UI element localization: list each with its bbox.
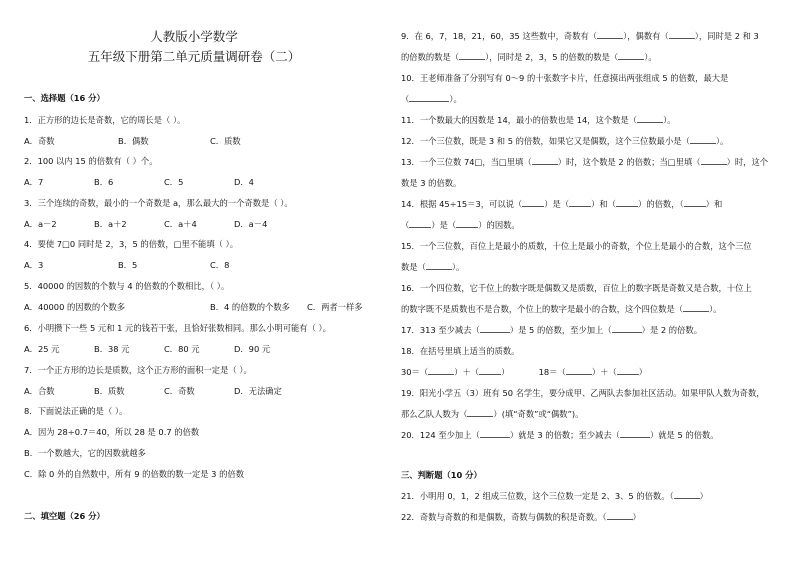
question-16-line-1: 16．一个四位数，它千位上的数字既是偶数又是质数，百位上的数字既是奇数又是合数，十位上 [401, 283, 752, 293]
question-14-line-2: （ ）是（ ）的因数。 [401, 220, 520, 230]
option-c: C．a＋4 [164, 219, 197, 229]
option-a: A．7 [24, 177, 44, 187]
question-9-line-1: 9．在 6，7，18，21，60，35 这些数中，奇数有（ ），偶数有（ ），同时是 2 和 3 [401, 31, 759, 41]
question-13-line-1: 13．一个三位数 74□，当□里填（ ）时，这个数是 2 的倍数；当□里填（ ）时，这个 [401, 157, 769, 167]
option-a: A．25 元 [24, 344, 60, 354]
option-b: B．a＋2 [94, 219, 127, 229]
option-a: A．a－2 [24, 219, 57, 229]
section-1-header: 一、选择题（16 分） [24, 93, 105, 103]
option-d: D．无法确定 [234, 386, 282, 396]
option-c: C．80 元 [164, 344, 200, 354]
question-15-line-2: 数是（ ）。 [401, 262, 465, 272]
left-column [24, 0, 409, 561]
title-line-2: 五年级下册第二单元质量调研卷（二） [87, 49, 301, 64]
question-5-stem: 5．40000 的因数的个数与 4 的倍数的个数相比，（ ）。 [24, 281, 230, 291]
question-16-line-2: 的数字既不是质数也不是合数，个位上的数字是最小的合数，这个四位数是（ ）。 [401, 304, 722, 314]
question-8-option-a: A．因为 28÷0.7＝40，所以 28 是 0.7 的倍数 [24, 427, 200, 437]
option-b: B．38 元 [94, 344, 130, 354]
question-18-stem: 18．在括号里填上适当的质数。 [401, 346, 520, 356]
option-b: B．5 [118, 260, 138, 270]
option-b: B．质数 [94, 386, 125, 396]
question-8-option-c: C．除 0 外的自然数中，所有 9 的倍数的数一定是 3 的倍数 [24, 469, 244, 479]
question-7-stem: 7．一个正方形的边长是质数，这个正方形的面积一定是（ ）。 [24, 365, 252, 375]
question-22: 22．奇数与奇数的和是偶数，奇数与偶数的积是奇数。（ ） [401, 512, 641, 522]
question-2-stem: 2．100 以内 15 的倍数有（ ）个。 [24, 156, 158, 166]
question-4-stem: 4．要使 7□0 同时是 2，3，5 的倍数，□里不能填（ ）。 [24, 239, 239, 249]
question-8-stem: 8．下面说法正确的是（ ）。 [24, 406, 128, 416]
question-20: 20．124 至少加上（ ）就是 3 的倍数；至少减去（ ）就是 5 的倍数。 [401, 430, 719, 440]
option-a: A．合数 [24, 386, 55, 396]
question-10-line-2: （ ）。 [401, 94, 462, 104]
question-15-line-1: 15．一个三位数，百位上是最小的质数，十位上是最小的奇数，个位上是最小的合数，这个三位 [401, 241, 752, 251]
option-c: C．两者一样多 [307, 302, 363, 312]
option-a: A．奇数 [24, 136, 55, 146]
option-c: C．5 [164, 177, 184, 187]
question-1-stem: 1．正方形的边长是奇数，它的周长是（ ）。 [24, 115, 186, 125]
question-11: 11．一个数最大的因数是 14，最小的倍数也是 14，这个数是（ ）。 [401, 115, 676, 125]
question-6-stem: 6．小明攒下一些 5 元和 1 元的钱若干张，且恰好张数相同。那么小明可能有（ ）。 [24, 323, 331, 333]
option-d: D．4 [234, 177, 254, 187]
question-12: 12．一个三位数，既是 3 和 5 的倍数，如果它又是偶数，这个三位数最小是（ ）。 [401, 136, 729, 146]
question-3-stem: 3．三个连续的奇数，最小的一个奇数是 a，那么最大的一个奇数是（ ）。 [24, 198, 293, 208]
section-2-header: 二、填空题（26 分） [24, 511, 105, 521]
title-line-1: 人教版小学数学 [150, 29, 238, 44]
question-17: 17．313 至少减去（ ）是 5 的倍数，至少加上（ ）是 2 的倍数。 [401, 325, 702, 335]
question-13-line-2: 数是 3 的倍数。 [401, 178, 462, 188]
question-21: 21．小明用 0，1，2 组成三位数，这个三位数一定是 2、3、5 的倍数。（ ） [401, 491, 708, 501]
question-14-line-1: 14．根据 45÷15＝3，可以说（ ）是（ ）和（ ）的倍数，（ ）和 [401, 199, 723, 209]
right-column [401, 0, 781, 561]
option-d: D．a－4 [234, 219, 268, 229]
option-c: C．8 [210, 260, 230, 270]
option-c: C．奇数 [164, 386, 195, 396]
option-b: B．4 的倍数的个数多 [210, 302, 290, 312]
option-b: B．偶数 [118, 136, 149, 146]
option-a: A．40000 的因数的个数多 [24, 302, 126, 312]
section-3-header: 三、判断题（10 分） [401, 470, 482, 480]
question-9-line-2: 的倍数的数是（ ），同时是 2，3，5 的倍数的数是（ ）。 [401, 52, 657, 62]
option-d: D．90 元 [234, 344, 271, 354]
option-a: A．3 [24, 260, 44, 270]
question-8-option-b: B．一个数越大，它的因数就越多 [24, 448, 146, 458]
question-19-line-2: 那么乙队人数为（ ）(填“奇数”或“偶数”)。 [401, 409, 584, 419]
question-19-line-1: 19．阳光小学五（3）班有 50 名学生，要分成甲、乙两队去参加社区活动。如果甲队人数为奇数， [401, 388, 765, 398]
question-18-blanks: 30＝（ ）＋（ ） 18＝（ ）＋（ ） [401, 367, 648, 377]
option-c: C．质数 [210, 136, 241, 146]
option-b: B．6 [94, 177, 114, 187]
question-10-line-1: 10．王老师准备了分别写有 0～9 的十张数字卡片，任意摸出两张组成 5 的倍数，最大是 [401, 73, 729, 83]
